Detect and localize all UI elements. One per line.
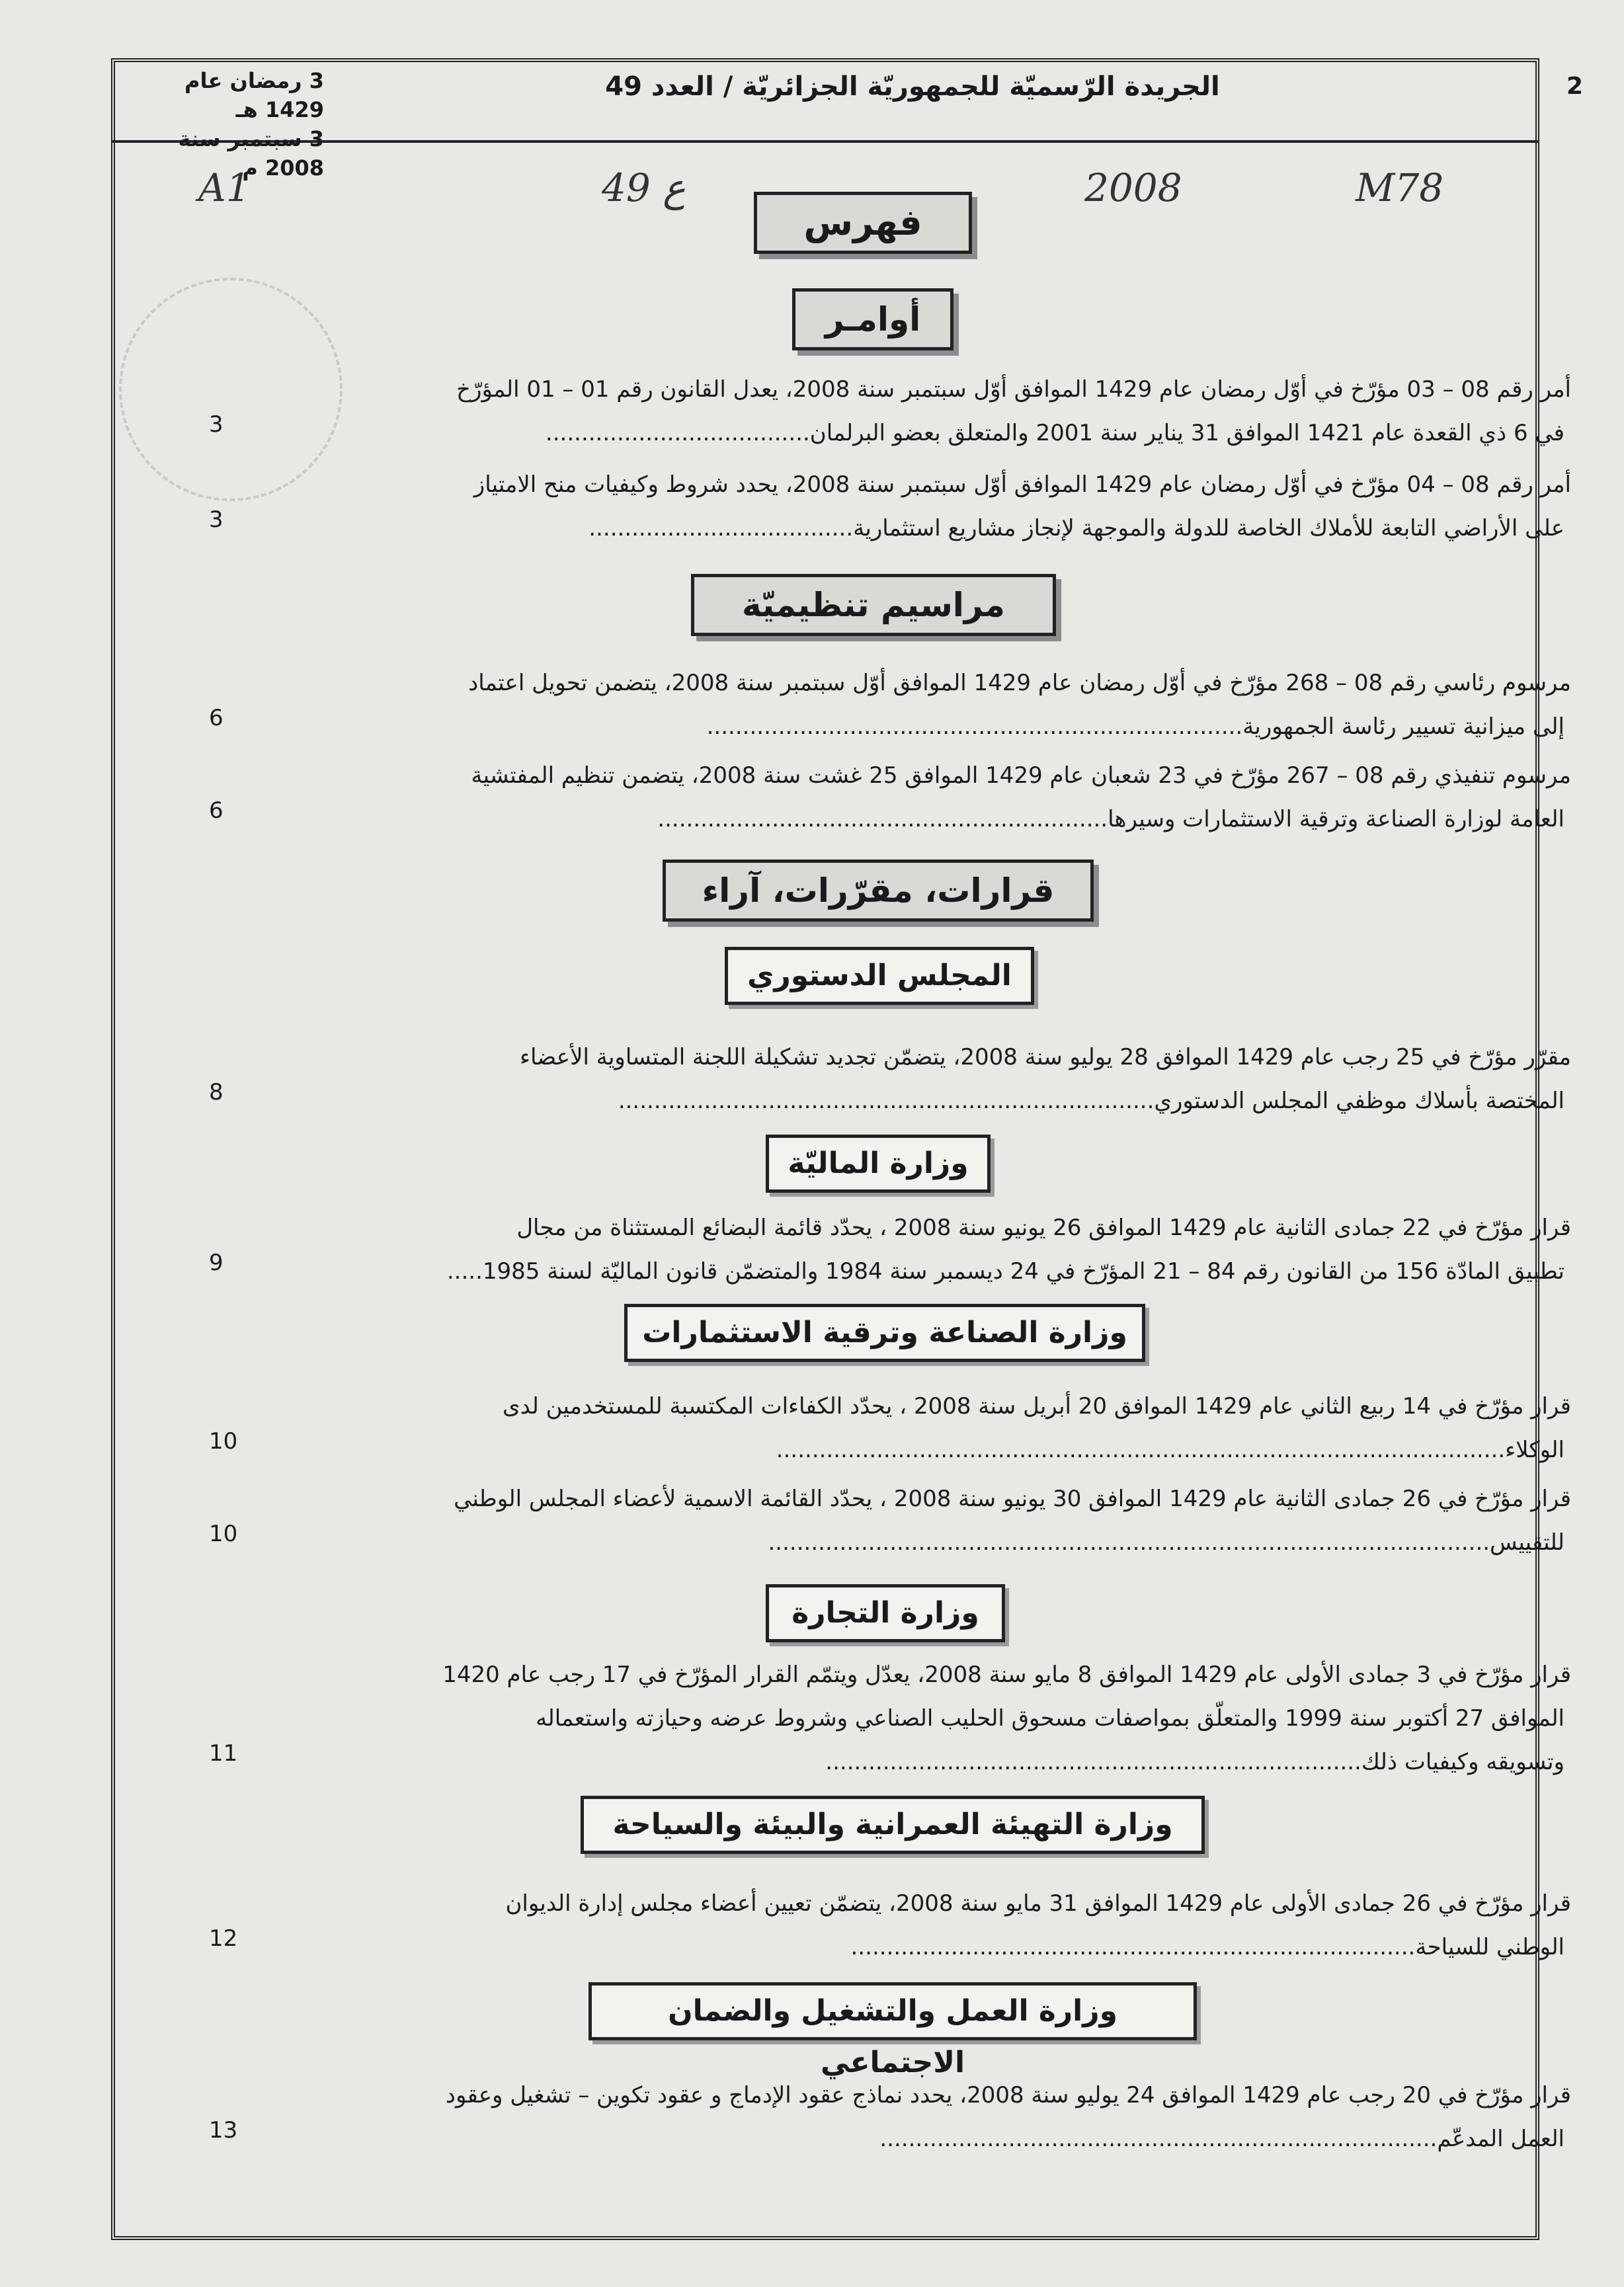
toc-entry[interactable] <box>282 661 1571 748</box>
entry-page: 10 <box>209 1428 238 1455</box>
entry-page: 3 <box>209 411 223 438</box>
toc-entry[interactable] <box>242 1653 1571 1784</box>
entry-line: الوطني للسياحة............................................................................... <box>850 1934 1564 1960</box>
section-title-regulatory-decrees: مراسيم تنظيميّة <box>691 574 1056 636</box>
entry-line: مرسوم رئاسي رقم 08 – 268 مؤرّخ في أوّل رمضان عام 1429 الموافق أوّل سبتمبر سنة 2008، يتضمن تحويل اعتماد <box>468 670 1571 696</box>
entry-line: قرار مؤرّخ في 22 جمادى الثانية عام 1429 الموافق 26 يونيو سنة 2008 ، يحدّد قائمة البضائع المستثناة من مجال <box>516 1215 1571 1241</box>
entry-line: قرار مؤرّخ في 20 رجب عام 1429 الموافق 24 يوليو سنة 2008، يحدد نماذج عقود الإدماج و عقود تكوين – تشغيل وعقود <box>445 2082 1571 2108</box>
toc-entry[interactable] <box>242 1384 1571 1472</box>
entry-line: قرار مؤرّخ في 26 جمادى الثانية عام 1429 الموافق 30 يونيو سنة 2008 ، يحدّد القائمة الاسمية لأعضاء المجلس الوطني <box>454 1486 1571 1512</box>
toc-entry[interactable] <box>242 2073 1571 2161</box>
entry-page: 13 <box>209 2117 238 2144</box>
date-hijri: 3 رمضان عام 1429 هـ <box>184 68 324 122</box>
gazette-title: الجريدة الرّسميّة للجمهوريّة الجزائريّة / العدد 49 <box>605 71 1220 102</box>
section-title-decisions: قرارات، مقرّرات، آراء <box>663 860 1094 922</box>
entry-line: الموافق 27 أكتوبر سنة 1999 والمتعلّق بمواصفات مسحوق الحليب الصناعي وشروط عرضه وحيازته واستعماله <box>536 1705 1564 1732</box>
entry-page: 9 <box>209 1250 223 1276</box>
subsection-title-industry: وزارة الصناعة وترقية الاستثمارات <box>624 1304 1145 1362</box>
entry-line: مرسوم تنفيذي رقم 08 – 267 مؤرّخ في 23 شعبان عام 1429 الموافق 25 غشت سنة 2008، يتضمن تنظيم المفتشية <box>471 762 1571 789</box>
handwritten-note-issue: ع 49 <box>602 165 686 210</box>
toc-entry[interactable] <box>242 1035 1571 1123</box>
entry-page: 12 <box>209 1925 238 1952</box>
handwritten-note-left: A1 <box>198 165 251 210</box>
handwritten-note-year: 2008 <box>1084 165 1182 210</box>
entry-page: 10 <box>209 1521 238 1547</box>
entry-line: المختصة بأسلاك موظفي المجلس الدستوري........................................................................... <box>618 1088 1564 1114</box>
entry-line: قرار مؤرّخ في 3 جمادى الأولى عام 1429 الموافق 8 مايو سنة 2008، يعدّل ويتمّم القرار المؤرّخ في 17 رجب عام 1420 <box>442 1662 1571 1688</box>
entry-line: أمر رقم 08 – 04 مؤرّخ في أوّل رمضان عام 1429 الموافق أوّل سبتمبر سنة 2008، يحدد شروط وكيفيات منح الامتياز <box>473 471 1571 498</box>
entry-line: في 6 ذي القعدة عام 1421 الموافق 31 يناير سنة 2001 والمتعلق بعضو البرلمان..................................... <box>545 420 1564 446</box>
entry-line: الوكلاء...................................................................................................... <box>776 1437 1564 1463</box>
toc-entry[interactable] <box>242 1477 1571 1564</box>
toc-entry[interactable] <box>242 368 1571 455</box>
entry-page: 3 <box>209 506 223 533</box>
entry-line: وتسويقه وكيفيات ذلك........................................................................... <box>825 1749 1564 1775</box>
subsection-title-finance: وزارة الماليّة <box>766 1135 991 1193</box>
index-title: فهرس <box>754 192 972 254</box>
section-title-orders: أوامـر <box>792 288 954 350</box>
entry-line: تطبيق المادّة 156 من القانون رقم 84 – 21 المؤرّخ في 24 ديسمبر سنة 1984 والمتضمّن قانون الماليّة لسنة 1985..... <box>446 1258 1564 1285</box>
toc-entry[interactable] <box>242 1882 1571 1969</box>
toc-entry[interactable] <box>242 1206 1571 1293</box>
entry-line: قرار مؤرّخ في 14 ربيع الثاني عام 1429 الموافق 20 أبريل سنة 2008 ، يحدّد الكفاءات المكتسبة للمستخدمين لدى <box>503 1393 1571 1420</box>
page-number: 2 <box>1566 73 1583 100</box>
entry-page: 6 <box>209 705 223 731</box>
toc-entry[interactable] <box>282 754 1571 841</box>
subsection-title-planning-environment-tourism: وزارة التهيئة العمرانية والبيئة والسياحة <box>581 1796 1205 1854</box>
entry-page: 11 <box>209 1740 238 1767</box>
subsection-title-labour-social-security: وزارة العمل والتشغيل والضمان الاجتماعي <box>589 1982 1197 2040</box>
entry-line: العامة لوزارة الصناعة وترقية الاستثمارات وسيرها............................................................... <box>657 806 1564 832</box>
entry-line: مقرّر مؤرّخ في 25 رجب عام 1429 الموافق 28 يوليو سنة 2008، يتضمّن تجديد تشكيلة اللجنة المتساوية الأعضاء <box>519 1044 1571 1070</box>
entry-page: 8 <box>209 1079 223 1105</box>
entry-line: العمل المدعّم.............................................................................. <box>879 2126 1564 2152</box>
entry-line: أمر رقم 08 – 03 مؤرّخ في أوّل رمضان عام 1429 الموافق أوّل سبتمبر سنة 2008، يعدل القانون رقم 01 – 01 المؤرّخ <box>456 376 1571 403</box>
entry-line: للتقييس..................................................................................................... <box>768 1529 1564 1556</box>
subsection-title-commerce: وزارة التجارة <box>766 1584 1005 1642</box>
subsection-title-constitutional-council: المجلس الدستوري <box>725 947 1034 1005</box>
entry-line: قرار مؤرّخ في 26 جمادى الأولى عام 1429 الموافق 31 مايو سنة 2008، يتضمّن تعيين أعضاء مجلس إدارة الديوان <box>505 1890 1571 1917</box>
handwritten-note-right: M78 <box>1356 165 1444 210</box>
toc-entry[interactable] <box>242 463 1571 550</box>
entry-line: إلى ميزانية تسيير رئاسة الجمهورية........................................................................... <box>706 713 1564 740</box>
entry-line: على الأراضي التابعة للأملاك الخاصة للدولة والموجهة لإنجاز مشاريع استثمارية..................................... <box>589 515 1564 542</box>
entry-page: 6 <box>209 797 223 824</box>
date-gregorian: 3 سبتمبر سنة 2008 م <box>178 126 324 181</box>
